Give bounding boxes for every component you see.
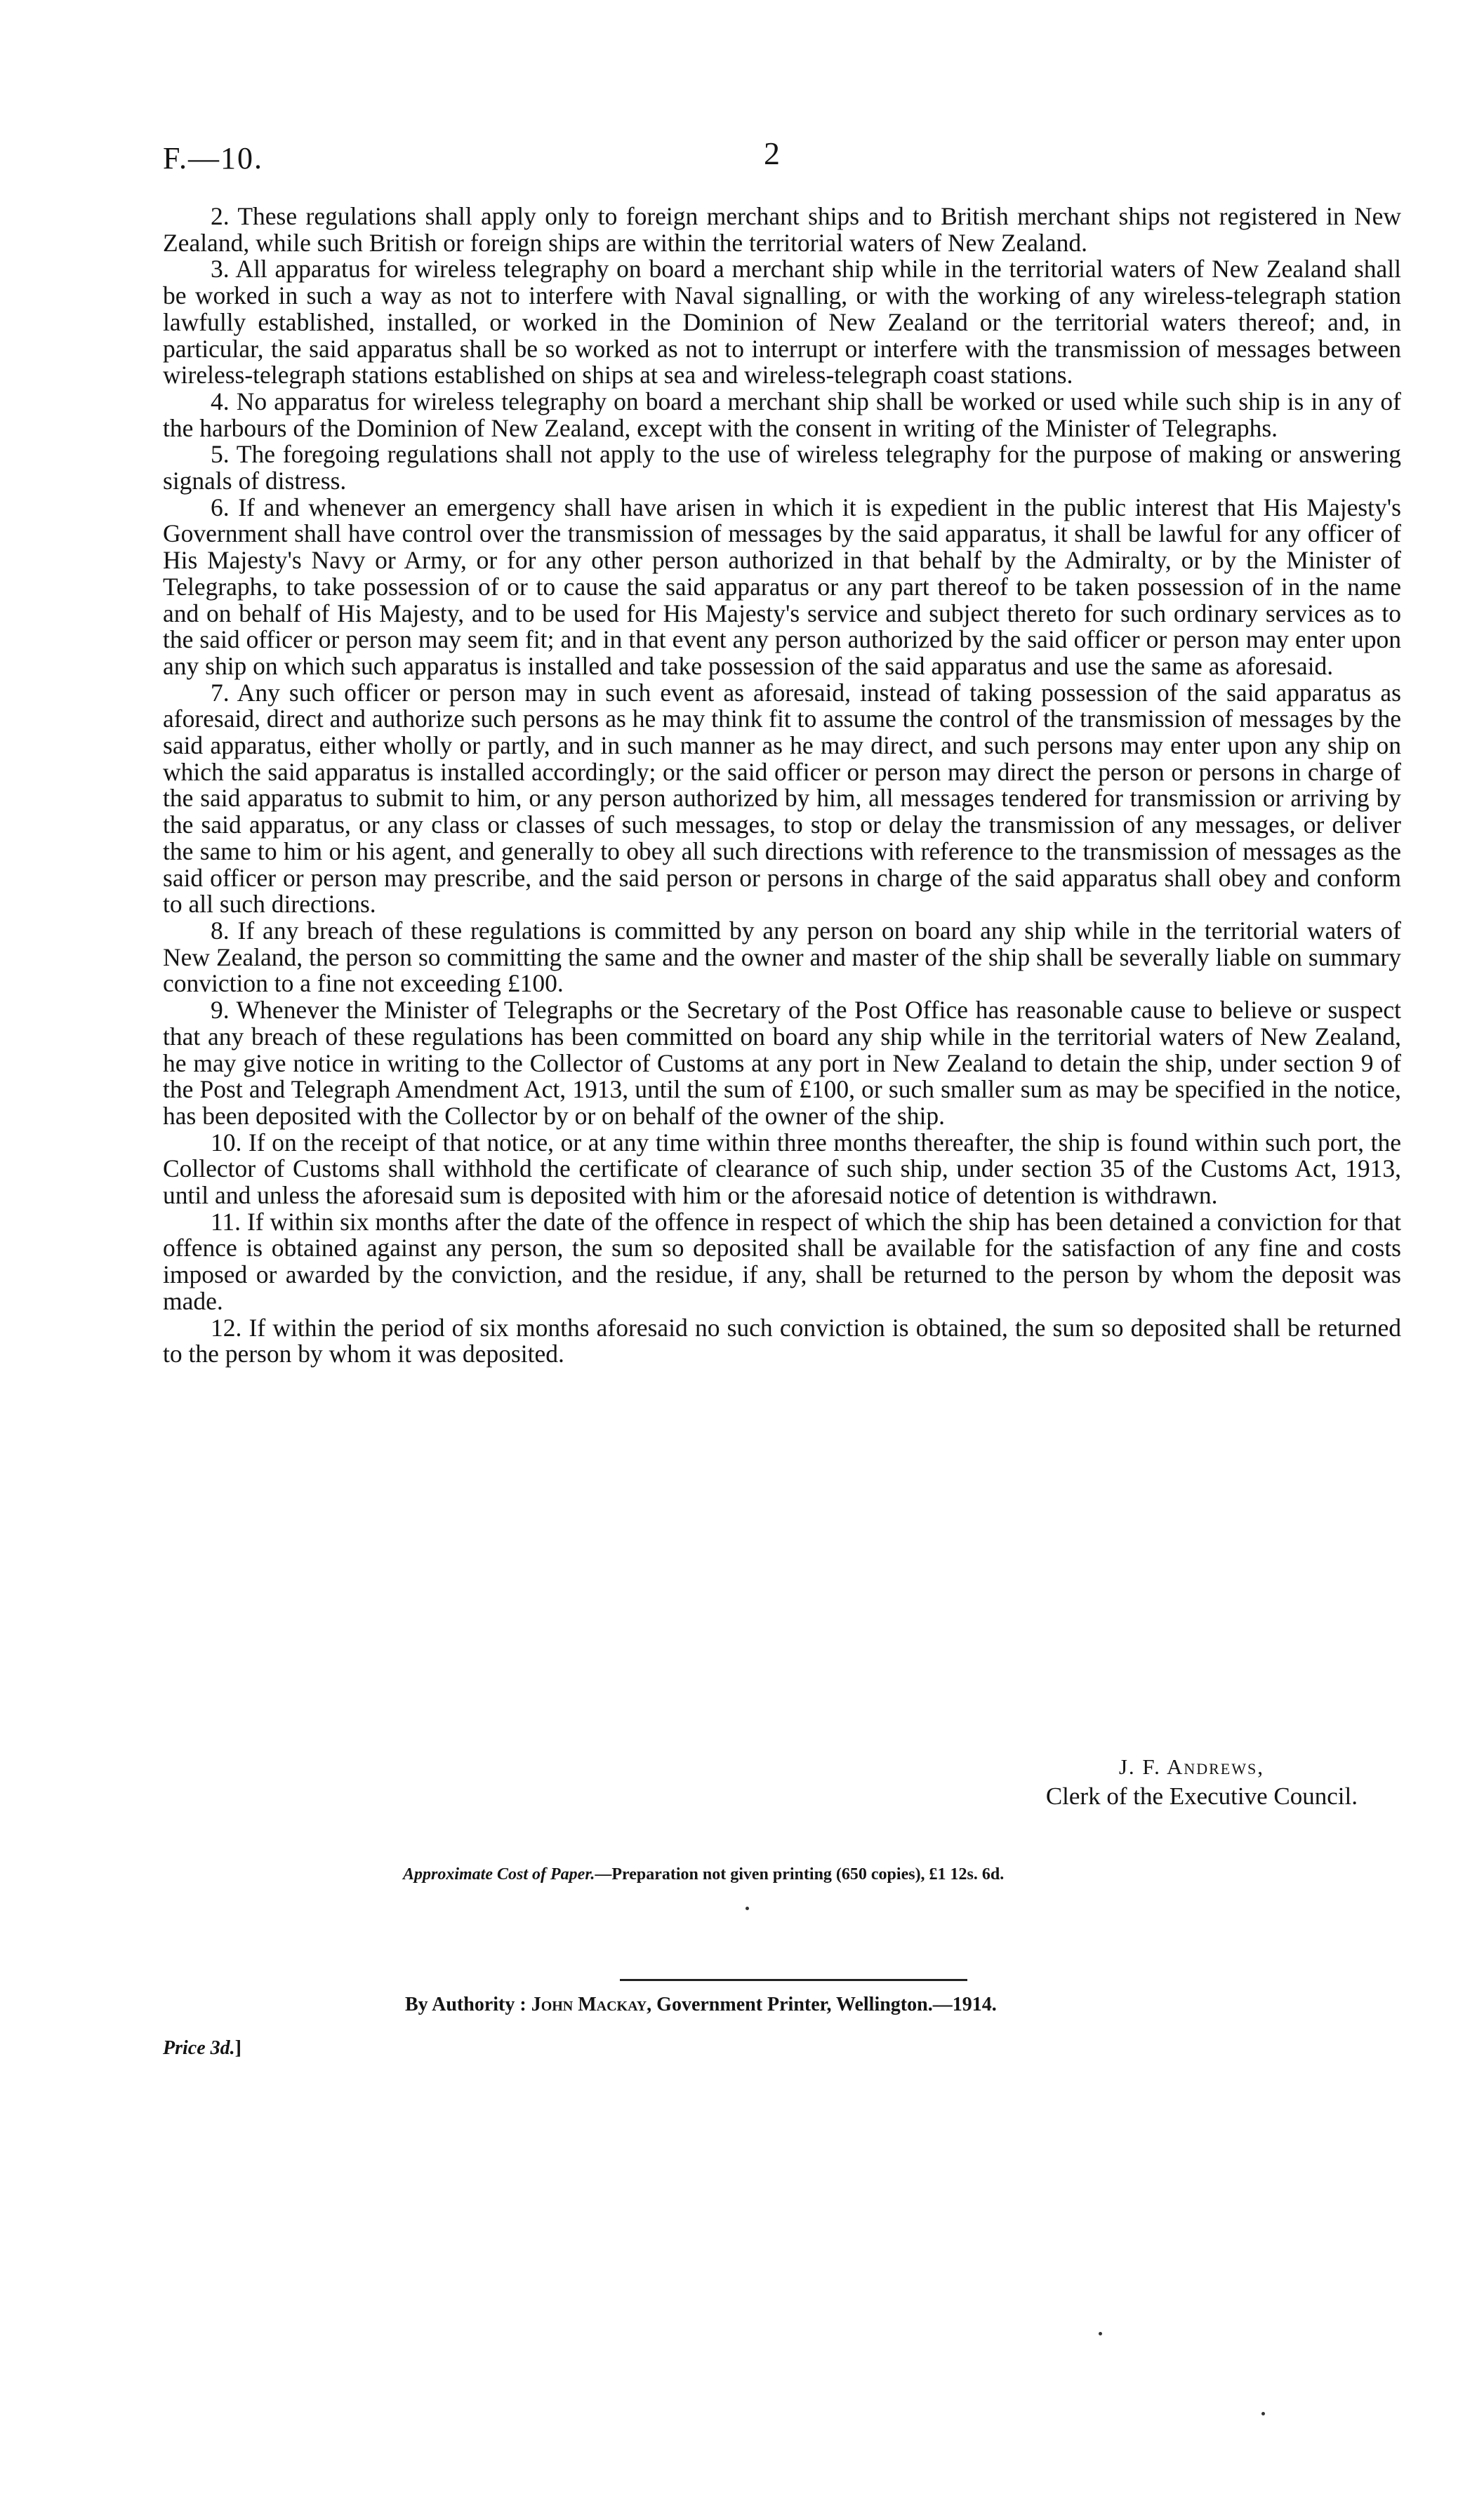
paragraph-10: 10. If on the receipt of that notice, or at any time within three months thereafter, the ship is found within such port, the Collector of Customs shall withhold the certificate of clearance of such ship, under section 35 of the Customs Act, 1913, until and unless the aforesaid sum is deposited with him or the aforesaid notice of detention is withdrawn. — [163, 1128, 1401, 1210]
printer-name: John Mackay — [531, 1994, 647, 2015]
ink-speck — [1099, 2332, 1102, 2335]
price-bracket: ] — [234, 2037, 241, 2059]
authority-suffix: , Government Printer, Wellington.—1914. — [647, 1994, 997, 2015]
ink-speck — [1261, 2412, 1265, 2415]
cost-note-label: Approximate Cost of Paper. — [403, 1865, 595, 1884]
signatory-name: J. F. Andrews, — [1118, 1754, 1264, 1779]
paragraph-3: 3. All apparatus for wireless telegraphy on board a merchant ship while in the territorial waters of New Zealand shall be worked in such a way as not to interfere with Naval signalling, or with the working of any wireless-telegraph station lawfully established, installed, or worked in the Dominion of New Zealand or the territorial waters thereof; and, in particular, the said apparatus shall be so worked as not to interrupt or interfere with the transmission of messages between wireless-telegraph stations established on ships at sea and wireless-telegraph coast stations. — [163, 255, 1401, 389]
paragraph-11: 11. If within six months after the date of the offence in respect of which the ship has been detained a conviction for that offence is obtained against any person, the sum so deposited shall be available for the satisfaction of any fine and costs imposed or awarded by the conviction, and the residue, if any, shall be returned to the person by whom the deposit was made. — [163, 1207, 1401, 1315]
paragraph-6: 6. If and whenever an emergency shall have arisen in which it is expedient in the public interest that His Majesty's Government shall have control over the transmission of messages by the said apparatus, it shall be lawful for any officer of His Majesty's Navy or Army, or for any other person authorized in that behalf by the Admiralty, or by the Minister of Telegraphs, to take possession of or to cause the said apparatus or any part thereof to be taken possession of in the name and on behalf of His Majesty, and to be used for His Majesty's service and subject thereto for such ordinary services as to the said officer or person may seem fit; and in that event any person authorized by the said officer or person may enter upon any ship on which such apparatus is installed and take possession of the said apparatus and use the same as aforesaid. — [163, 493, 1401, 680]
paragraph-4: 4. No apparatus for wireless telegraphy on board a merchant ship shall be worked or used while such ship is in any of the harbours of the Dominion of New Zealand, except with the consent in writing of the Minister of Telegraphs. — [163, 387, 1401, 442]
paragraph-8: 8. If any breach of these regulations is committed by any person on board any ship while in the territorial waters of New Zealand, the person so committing the same and the owner and master of the ship shall be severally liable on summary conviction to a fine not exceeding £100. — [163, 916, 1401, 998]
printer-authority-line — [405, 1994, 997, 2016]
document-reference: F.—10. — [163, 141, 263, 175]
paragraph-2: 2. These regulations shall apply only to foreign merchant ships and to British merchant ships not registered in New Zealand, while such British or foreign ships are within the territorial waters of New Zealand. — [163, 202, 1401, 257]
paragraph-5: 5. The foregoing regulations shall not apply to the use of wireless telegraphy for the purpose of making or answering signals of distress. — [163, 440, 1401, 495]
paragraph-9: 9. Whenever the Minister of Telegraphs or the Secretary of the Post Office has reasonable cause to believe or suspect that any breach of these regulations has been committed on board any ship while in the territorial waters of New Zealand, he may give notice in writing to the Collector of Customs at any port in New Zealand to detain the ship, under section 9 of the Post and Telegraph Amendment Act, 1913, until the sum of £100, or such smaller sum as may be specified in the notice, has been deposited with the Collector by or on behalf of the owner of the ship. — [163, 996, 1401, 1130]
paragraph-12: 12. If within the period of six months aforesaid no such conviction is obtained, the sum so deposited shall be returned to the person by whom it was deposited. — [163, 1313, 1401, 1368]
horizontal-rule — [620, 1979, 967, 1981]
cost-of-paper-note — [403, 1865, 1245, 1884]
authority-prefix: By Authority : — [405, 1994, 531, 2015]
paragraph-7: 7. Any such officer or person may in such event as aforesaid, instead of taking possession of the said apparatus as aforesaid, direct and authorize such persons as he may think fit to assume the control of the transmission of messages by the said apparatus, either wholly or partly, and in such manner as he may direct, and such persons may enter upon any ship on which the said apparatus is installed accordingly; or the said officer or person may direct the person or persons in charge of the said apparatus to submit to him, or any person authorized by him, all messages tendered for transmission or arriving by the said apparatus, or any class or classes of such messages, to stop or delay the transmission of any messages, or deliver the same to him or his agent, and generally to obey all such directions with reference to the transmission of messages as the said officer or person may prescribe, and the said person or persons in charge of the said apparatus shall obey and conform to all such directions. — [163, 678, 1401, 919]
page-header — [163, 135, 1401, 189]
ink-speck — [746, 1907, 749, 1910]
page-number: 2 — [764, 135, 780, 171]
price-label: Price 3d. — [163, 2037, 235, 2059]
signature-block — [163, 1754, 1401, 1818]
price-note — [163, 2037, 241, 2060]
regulations-body — [163, 204, 1401, 1368]
signatory-title: Clerk of the Executive Council. — [1045, 1782, 1358, 1810]
cost-note-text: —Preparation not given printing (650 copies), £1 12s. 6d. — [595, 1865, 1005, 1884]
